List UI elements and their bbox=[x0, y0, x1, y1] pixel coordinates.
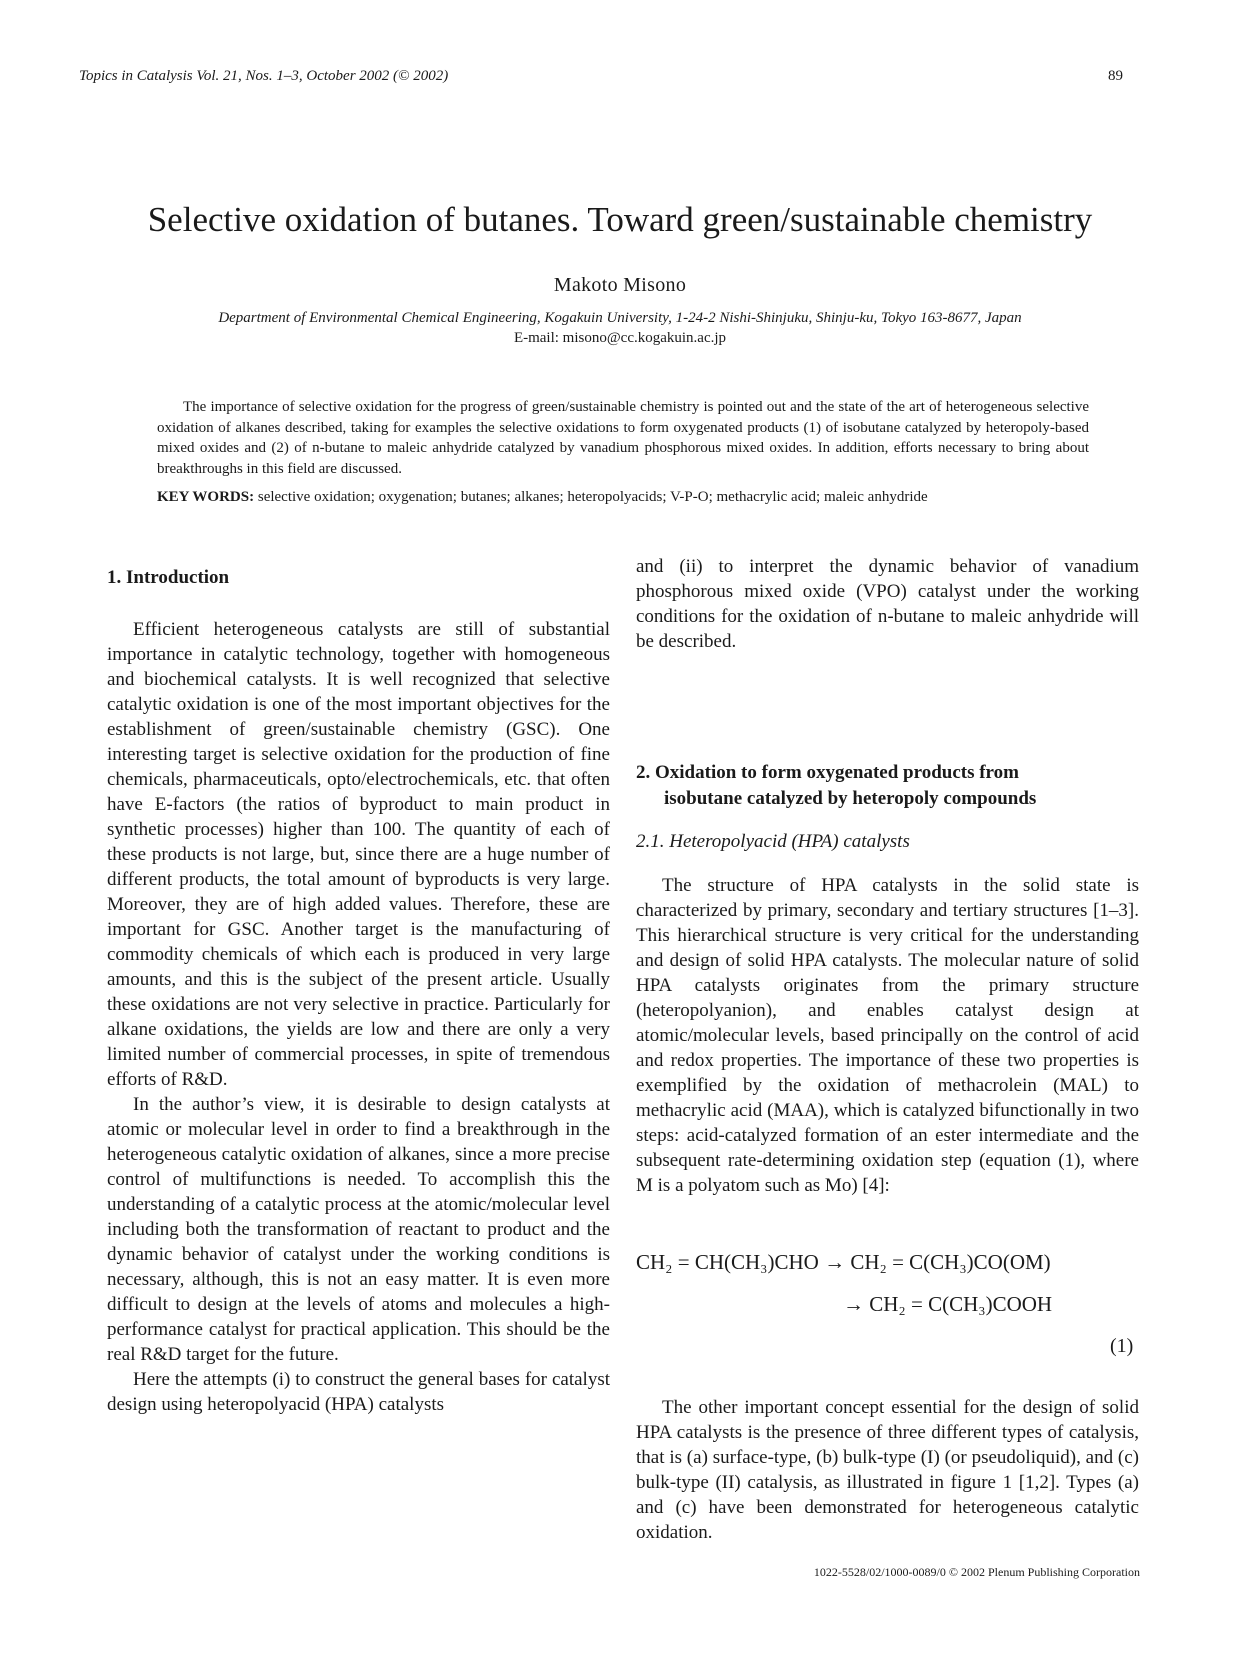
equation-line-2: → CH₂ = C(CH₃)COOH bbox=[843, 1292, 1053, 1316]
article-title: Selective oxidation of butanes. Toward green/sustainable chemistry bbox=[147, 200, 1093, 239]
intro-paragraph-2: In the author’s view, it is desirable to design catalysts at atomic or molecular level in order to find a breakthrough in the heterogeneous catalytic oxidation of alkanes, since a more precise control of multifunctions is needed. To accomplish this the understanding of a catalytic process at the atomic/molecular level including both the transformation of reactant to product and the dynamic behavior of catalyst under the working conditions is necessary, although, this is not an easy matter. It is even more difficult to design at the levels of atoms and molecules a high-performance catalyst for practical application. This should be the real R&D target for the future. bbox=[107, 1094, 610, 1365]
page-number: 89 bbox=[1108, 68, 1123, 84]
intro-paragraph-1: Efficient heterogeneous catalysts are still of substantial importance in catalytic technology, together with homogeneous and biochemical catalysts. It is well recognized that selective catalytic oxidation is one of the most important objectives for the establishment of green/sustainable chemistry (GSC). One interesting target is selective oxidation for the production of fine chemicals, pharmaceuticals, opto/electrochemicals, etc. that often have E-factors (the ratios of byproduct to main product in synthetic processes) higher than 100. The quantity of each of these products is not large, but, since there are a huge number of different products, the total amount of byproducts is very large. Moreover, they are of high added values. Therefore, these are important for GSC. Another target is the manufacturing of commodity chemicals of which each is produced in very large amounts, and this is the subject of the present article. Usually these oxidations are not very selective in practice. Particularly for alkane oxidations, the yields are low and there are only a very limited number of commercial processes, in spite of tremendous efforts of R&D. bbox=[107, 619, 610, 1090]
hpa-paragraph-1: The structure of HPA catalysts in the solid state is characterized by primary, secondary and tertiary structures [1–3]. This hierarchical structure is very critical for the understanding and design of solid HPA catalysts. The molecular nature of solid HPA catalysts originates from the primary structure (heteropolyanion), and enables catalyst design at atomic/molecular levels, based principally on the control of acid and redox properties. The importance of these two properties is exemplified by the oxidation of methacrolein (MAL) to methacrylic acid (MAA), which is catalyzed bifunctionally in two steps: acid-catalyzed formation of an ester intermediate and the subsequent rate-determining oxidation step (equation (1), where M is a polyatom such as Mo) [4]: bbox=[636, 875, 1139, 1196]
left-column bbox=[107, 617, 610, 1417]
intro-paragraph-3: Here the attempts (i) to construct the general bases for catalyst design using heteropolyacid (HPA) catalysts bbox=[107, 1369, 610, 1415]
intro-continuation: and (ii) to interpret the dynamic behavior of vanadium phosphorous mixed oxide (VPO) catalyst under the working conditions for the oxidation of n-butane to maleic anhydride will be described. bbox=[636, 556, 1139, 652]
hpa-paragraph-2: The other important concept essential for the design of solid HPA catalysts is the presence of three different types of catalysis, that is (a) surface-type, (b) bulk-type (I) (or pseudoliquid), and (c) bulk-type (II) catalysis, as illustrated in figure 1 [1,2]. Types (a) and (c) have been demonstrated for heterogeneous catalytic oxidation. bbox=[636, 1397, 1139, 1543]
section2-subheading: 2.1. Heteropolyacid (HPA) catalysts bbox=[636, 831, 910, 852]
author-affiliation: Department of Environmental Chemical Engineering, Kogakuin University, 1-24-2 Nishi-Shinjuku, Shinju-ku, Tokyo 163-8677, Japan bbox=[218, 310, 1022, 326]
equation-line-1: CH₂ = CH(CH₃)CHO → CH₂ = C(CH₃)CO(OM) bbox=[636, 1250, 1051, 1274]
right-column-body bbox=[636, 873, 1139, 1198]
equation-number: (1) bbox=[1110, 1335, 1134, 1357]
section2-heading-line2: isobutane catalyzed by heteropoly compounds bbox=[664, 788, 1037, 809]
section2-heading-line1: 2. Oxidation to form oxygenated products from bbox=[636, 762, 1019, 783]
author-name: Makoto Misono bbox=[553, 274, 687, 296]
author-email: E-mail: misono@cc.kogakuin.ac.jp bbox=[513, 330, 727, 346]
abstract bbox=[157, 397, 1089, 479]
keywords-label: KEY WORDS: bbox=[157, 489, 255, 505]
copyright-footer: 1022-5528/02/1000-0089/0 © 2002 Plenum Publishing Corporation bbox=[813, 1565, 1140, 1579]
abstract-text: The importance of selective oxidation for the progress of green/sustainable chemistry is pointed out and the state of the art of heterogeneous selective oxidation of alkanes described, taking for examples the selective oxidations to form oxygenated products (1) of isobutane catalyzed by heteropoly-based mixed oxides and (2) of n-butane to maleic anhydride catalyzed by vanadium phosphorous mixed oxides. In addition, efforts necessary to bring about breakthroughs in this field are discussed. bbox=[157, 399, 1089, 477]
keywords bbox=[157, 489, 1089, 506]
journal-header: Topics in Catalysis Vol. 21, Nos. 1–3, October 2002 (© 2002) bbox=[79, 68, 449, 84]
right-column-bottom bbox=[636, 1395, 1139, 1545]
keywords-list: selective oxidation; oxygenation; butanes; alkanes; heteropolyacids; V-P-O; methacrylic acid; maleic anhydride bbox=[257, 489, 928, 505]
section1-heading: 1. Introduction bbox=[107, 567, 230, 588]
right-column-top bbox=[636, 554, 1139, 654]
